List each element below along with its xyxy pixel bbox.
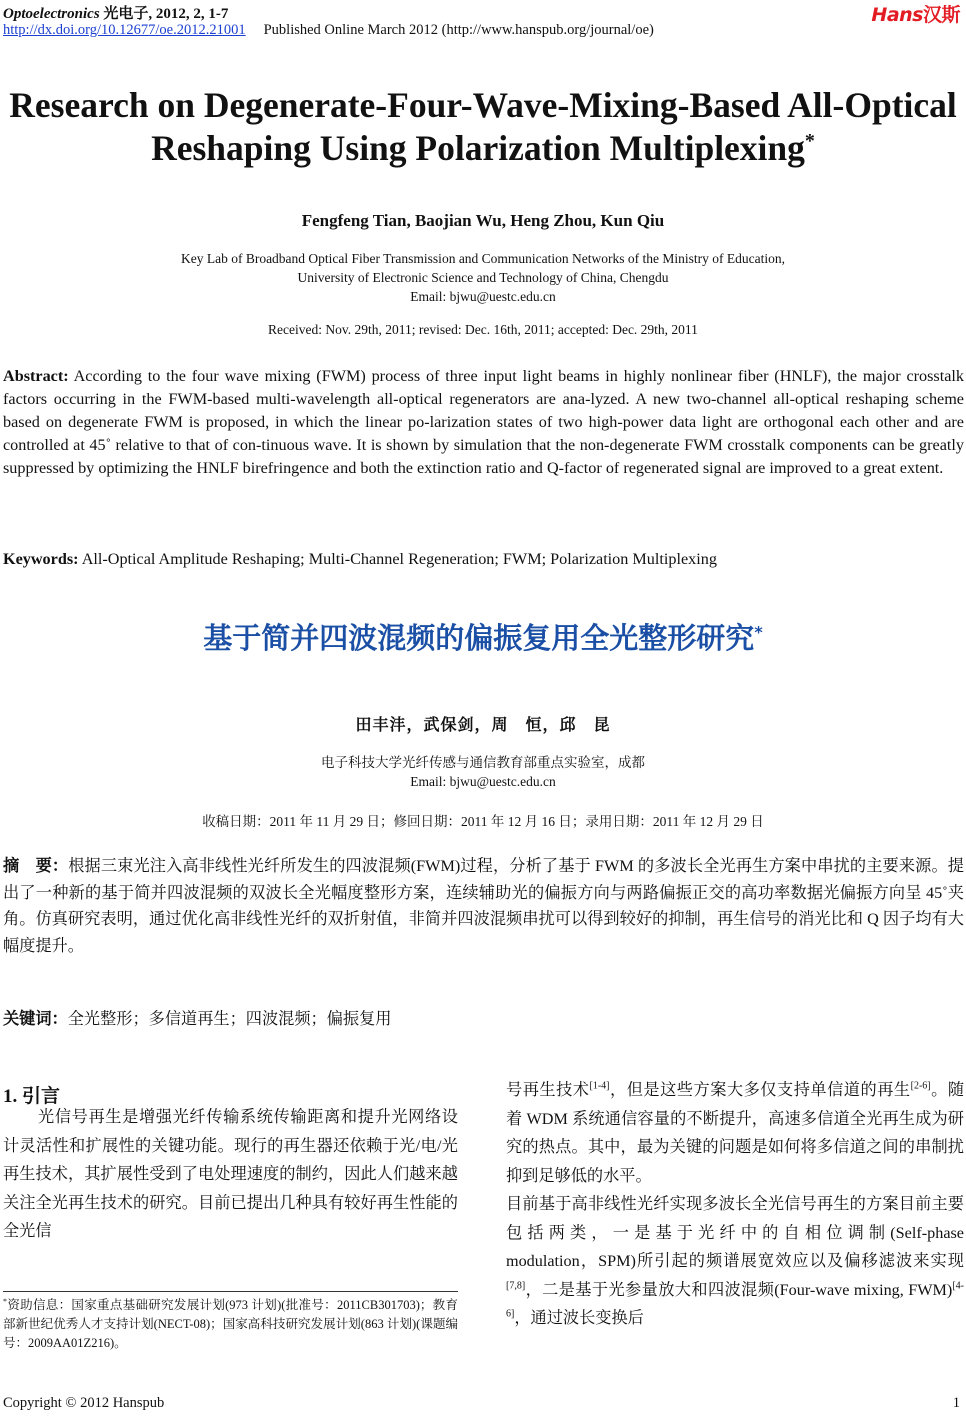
body-column-right [506, 1076, 964, 1333]
keywords-en [3, 548, 964, 571]
keywords-cn [3, 1005, 392, 1029]
footnote-divider [3, 1291, 458, 1292]
abstract-en [3, 365, 964, 480]
title-line-1: Research on Degenerate-Four-Wave-Mixing-Based All-Optical [9, 85, 957, 125]
citation-ref: [2-6] [910, 1080, 931, 1092]
body-paragraph-1: 号再生技术[1-4]，但是这些方案大多仅支持单信道的再生[2-6]。随着 WDM 系统通信容量的不断提升，高速多信道全光再生成为研究的热点。其中，最为关键的问题是如何将多信道之间的串制扰抑到足够低的水平。 [506, 1080, 965, 1185]
logo-text-cn: 汉斯 [922, 4, 960, 26]
citation-ref: [1-4] [589, 1080, 610, 1092]
keywords-text: All-Optical Amplitude Reshaping; Multi-Channel Regeneration; FWM; Polarization Multiplexing [81, 550, 717, 568]
affiliation-line-1: Key Lab of Broadband Optical Fiber Transmission and Communication Networks of the Ministry of Education, [180, 251, 786, 266]
abstract-cn-label: 摘 要： [3, 856, 69, 875]
section-number: 1. [3, 1086, 18, 1107]
journal-header [3, 2, 228, 23]
authors-cn: 田丰沣，武保剑，周 恒，邱 昆 [355, 717, 611, 734]
title-cn-footnote-mark: * [754, 622, 763, 642]
funding-footnote [3, 1296, 458, 1353]
abstract-text: According to the four wave mixing (FWM) process of three input light beams in highly nonlinear fiber (HNLF), the major crosstalk factors occurring in the FWM-based multi-wavelength all-optical regenerators are ana-lyzed. A new two-channel all-optical reshaping scheme based on degenerate FWM is proposed, in which the linear po-larization states of two high-power data light are orthogonal each other and are controlled at 45˚ relative to that of con-tinuous wave. It is shown by simulation that the non-degenerate FWM crosstalk components can be greatly suppressed by optimizing the HNLF birefringence and both the extinction ratio and Q-factor of regenerated signal are improved to a great extent. [3, 367, 964, 477]
email-cn: Email: bjwu@uestc.edu.cn [410, 774, 556, 789]
published-online: Published Online March 2012 (http://www.hanspub.org/journal/oe) [263, 22, 654, 38]
paper-title-cn: 基于简并四波混频的偏振复用全光整形研究* [203, 621, 763, 655]
keywords-cn-label: 关键词： [3, 1009, 68, 1028]
received-dates-en: Received: Nov. 29th, 2011; revised: Dec. 16th, 2011; accepted: Dec. 29th, 2011 [268, 322, 698, 337]
paper-title-en [0, 84, 966, 170]
journal-name: Optoelectronics [3, 6, 100, 22]
citation-ref: [4-6] [506, 1280, 964, 1320]
affiliation-line-2: University of Electronic Science and Technology of China, Chengdu [297, 270, 669, 285]
abstract-label: Abstract: [3, 367, 69, 385]
abstract-cn-text: 根据三束光注入高非线性光纤所发生的四波混频(FWM)过程，分析了基于 FWM 的多波长全光再生方案中串扰的主要来源。提出了一种新的基于简并四波混频的双波长全光幅度整形方案，连续辅助光的偏振方向与两路偏振正交的高功率数据光偏振方向呈 45˚夹角。仿真研究表明，通过优化高非线性光纤的双折射值，非简并四波混频串扰可以得到较好的抑制，再生信号的消光比和 Q 因子均有大幅度提升。 [3, 857, 964, 955]
affiliation-cn-line: 电子科技大学光纤传感与通信教育部重点实验室，成都 [321, 755, 645, 770]
email-en: Email: bjwu@uestc.edu.cn [410, 289, 556, 304]
keywords-cn-text: 全光整形；多信道再生；四波混频；偏振复用 [67, 1010, 392, 1028]
authors-en: Fengfeng Tian, Baojian Wu, Heng Zhou, Kun Qiu [301, 211, 665, 230]
footnote-text: 资助信息：国家重点基础研究发展计划(973 计划)(批准号：2011CB301703)；教育部新世纪优秀人才支持计划(NECT-08)；国家高科技研究发展计划(863 计划)(课题编号：2009AA01Z216)。 [3, 1298, 458, 1350]
received-dates-cn: 收稿日期：2011 年 11 月 29 日；修回日期：2011 年 12 月 16 日；录用日期：2011 年 12 月 29 日 [202, 814, 764, 829]
citation-ref: [7,8] [506, 1280, 526, 1292]
doi-line [3, 22, 654, 39]
footnote-mark: * [3, 1296, 7, 1306]
affiliation-cn [0, 753, 966, 791]
journal-name-cn: 光电子 [103, 6, 149, 22]
page-number: 1 [952, 1395, 960, 1411]
title-line-2: Reshaping Using Polarization Multiplexing* [151, 128, 815, 168]
body-paragraph-2: 目前基于高非线性光纤实现多波长全光信号再生的方案目前主要包括两类，一是基于光纤中的自相位调制(Self-phase modulation，SPM)所引起的频谱展宽效应以及偏移滤波来实现[7,8]，二是基于光参量放大和四波混频(Four-wave mixing, FWM)[4-6]，通过波长变换后 [506, 1195, 964, 1327]
keywords-label: Keywords: [3, 550, 79, 568]
copyright: Copyright © 2012 Hanspub [3, 1395, 165, 1411]
logo-text-en: Hans [871, 4, 923, 26]
section-title: 引言 [22, 1085, 61, 1107]
journal-volume: , 2012, 2, 1-7 [148, 6, 229, 22]
doi-link[interactable]: http://dx.doi.org/10.12677/oe.2012.21001 [3, 22, 246, 38]
title-footnote-mark: * [804, 130, 815, 153]
abstract-cn [3, 853, 964, 959]
affiliation-en [0, 249, 966, 306]
body-column-left: 光信号再生是增强光纤传输系统传输距离和提升光网络设计灵活性和扩展性的关键功能。现行的再生器还依赖于光/电/光再生技术，其扩展性受到了电处理速度的制约，因此人们越来越关注全光再生技术的研究。目前已提出几种具有较好再生性能的全光信 [3, 1108, 458, 1240]
hans-logo [871, 0, 960, 27]
